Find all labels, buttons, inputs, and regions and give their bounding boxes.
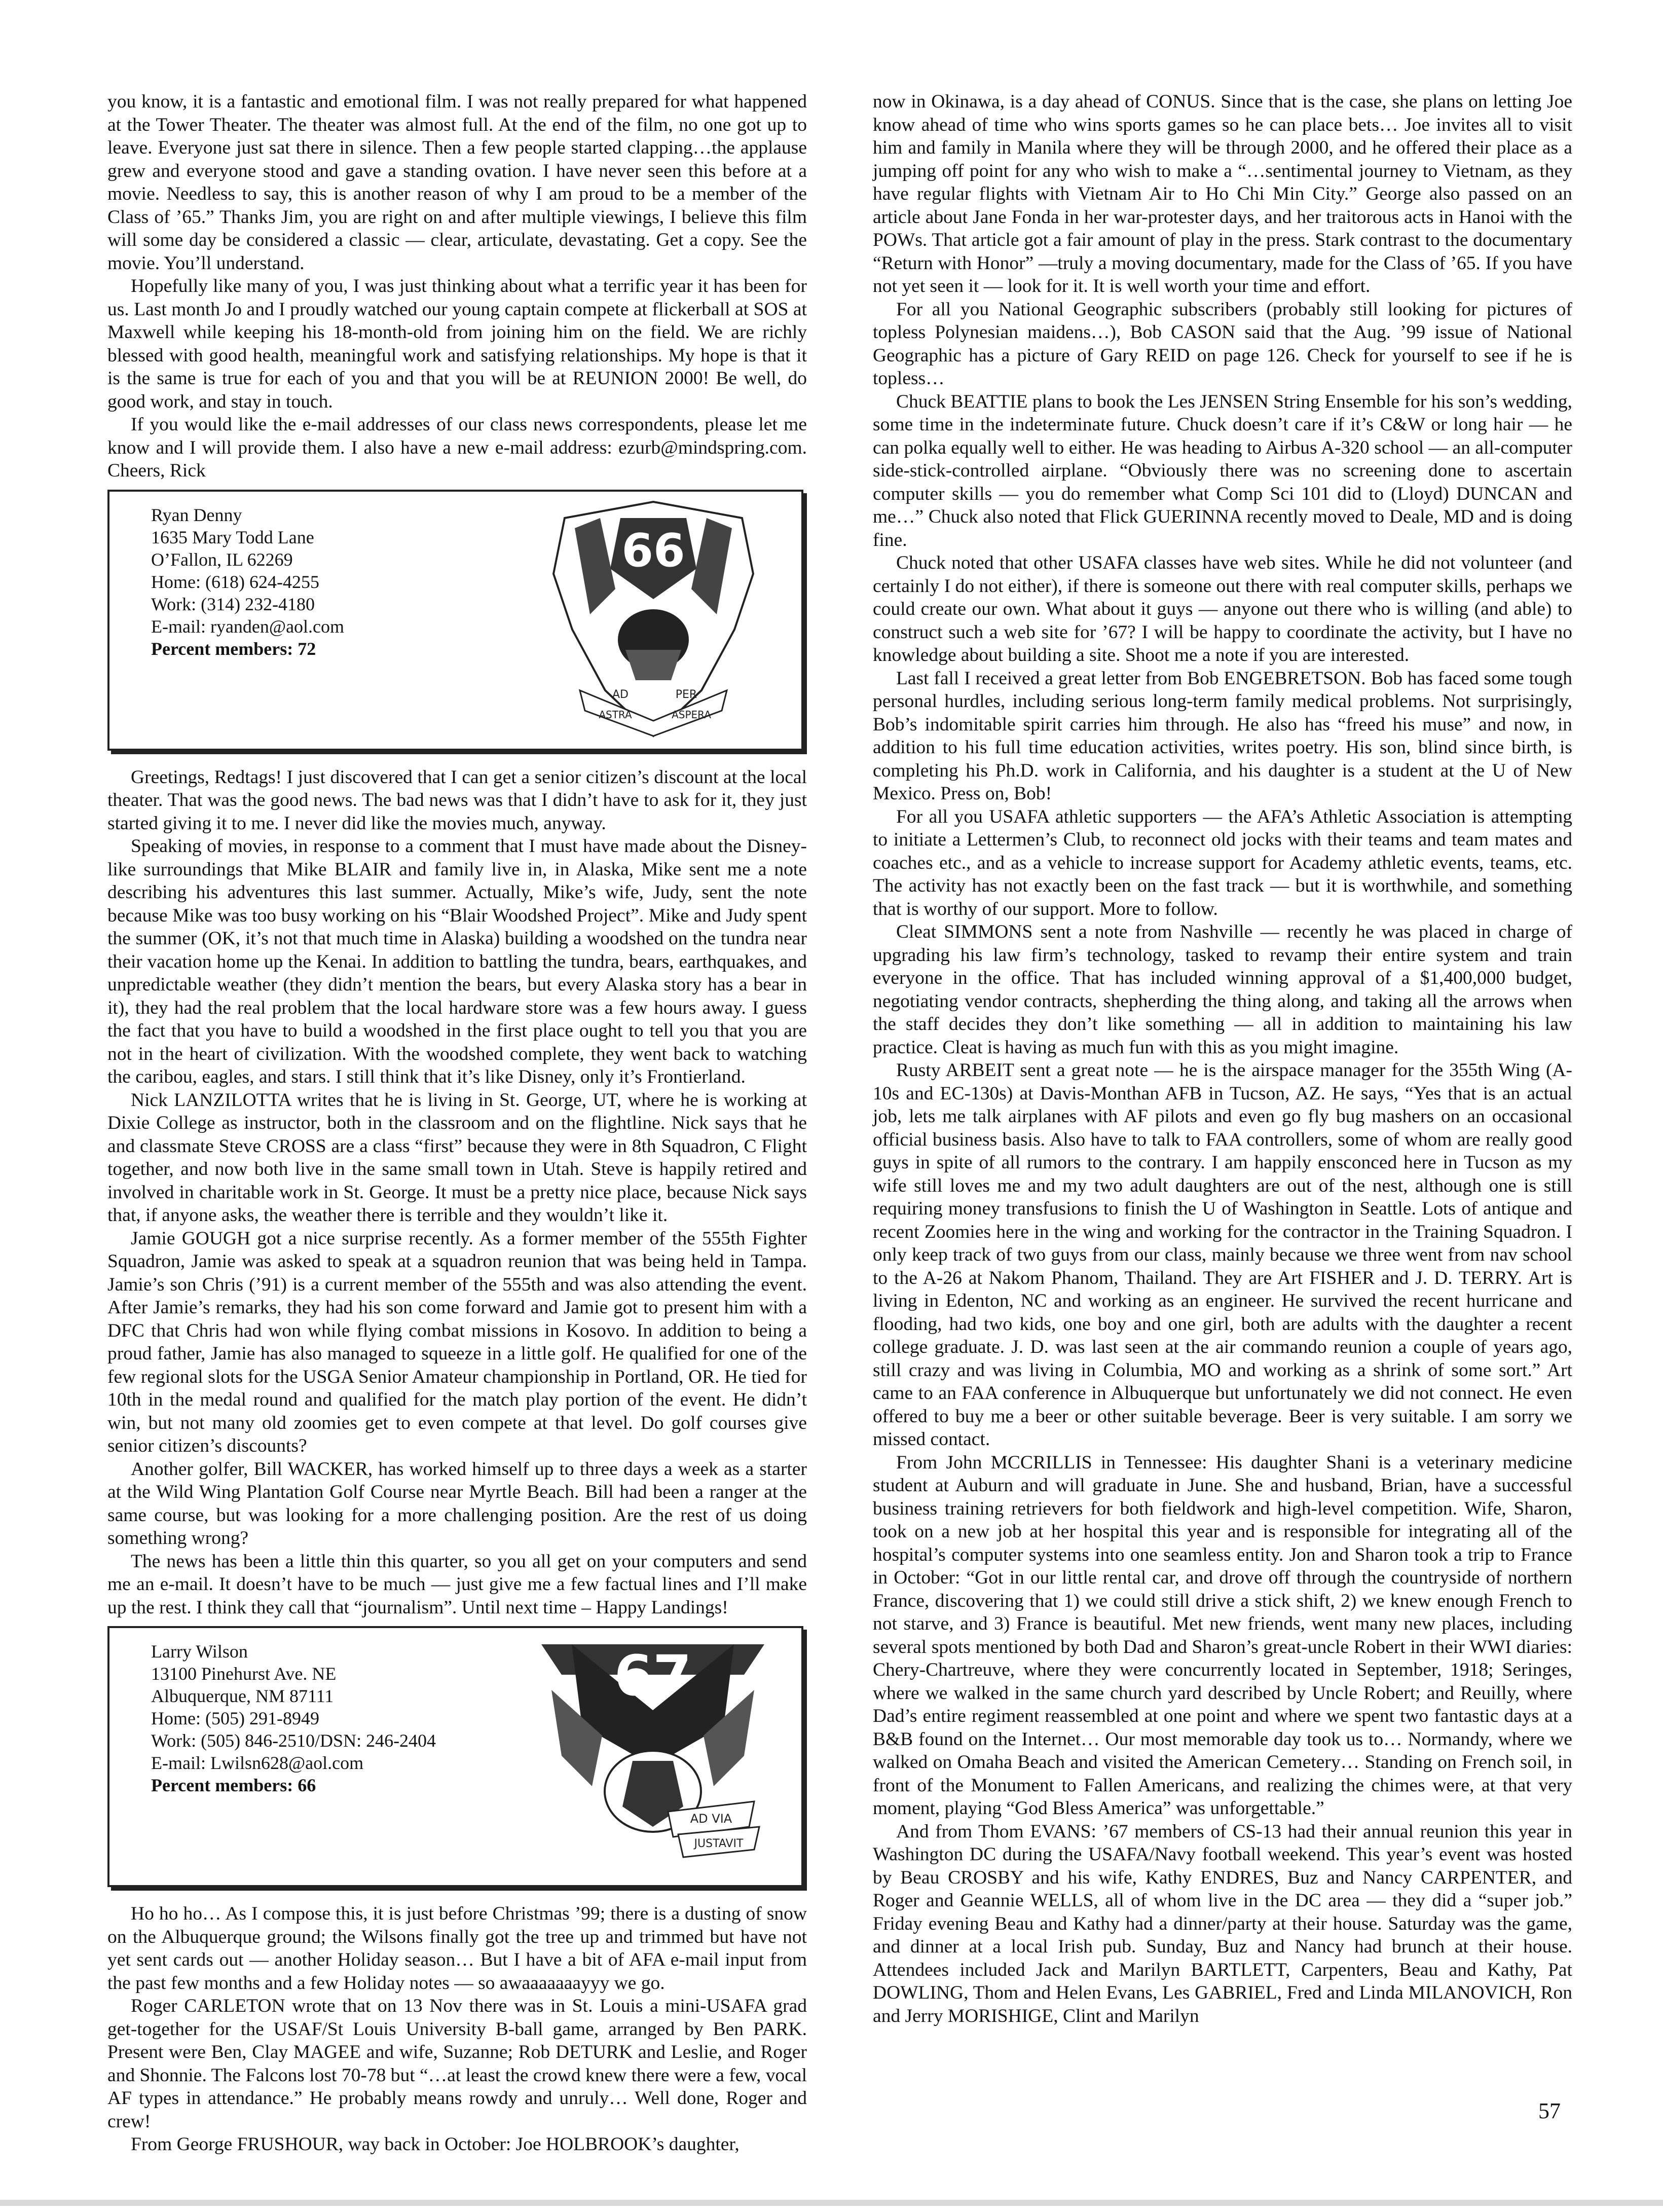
paragraph-jamie: Jamie GOUGH got a nice surprise recently. As a former member of the 555th Fighter Squadron, Jamie was asked to speak at a squadron reunion that was being held in Tampa. Jamie’s son Chris (’91) is a current member of the 555th and was also attending the event. After Jamie’s remarks, they had his son come forward and Jamie got to present him with a DFC that Chris had won while flying combat missions in Kosovo. In addition to being a proud father, Jamie has also managed to squeeze in a little golf. He qualified for one of the few regional slots for the USGA Senior Amateur championship in Portland, OR. He tied for 10th in the medal round and qualified for the match play portion of the event. He didn’t win, but not many old zoomies get to even compete at that level. Do golf courses give senior citizen’s discounts? bbox=[107, 1228, 807, 1456]
paragraph-carleton: Roger CARLETON wrote that on 13 Nov there was in St. Louis a mini-USAFA grad get-together for the USAF/St Louis University B-ball game, arranged by Ben PARK. Present were Ben, Clay MAGEE and wife, Suzanne; Rob DETURK and Leslie, and Roger and Shonnie. The Falcons lost 70-78 but “…at least the crowd knew there were a few, vocal AF types in attendance.” He probably means rowdy and unruly… Well done, Roger and crew! bbox=[107, 1996, 807, 2132]
paragraph-news: The news has been a little thin this quarter, so you all get on your computers and send me an e-mail. It doesn’t have to be much — just give me a few factual lines and I’ll make up the rest. I think they call that “journalism”. Until next time – Happy Landings! bbox=[107, 1551, 807, 1618]
paragraph-hope: Hopefully like many of you, I was just thinking about what a terrific year it has been for us. Last month Jo and I proudly watched our young captain compete at flickerball at SOS at Maxwell while keeping his 18-month-old from joining him on the field. We are richly blessed with good health, meaningful work and satisfying relationships. My hope is that it is the same is true for each of you and that you will be at REUNION 2000! Be well, do good work, and stay in touch. bbox=[107, 276, 807, 412]
crest-motto-per: PER bbox=[675, 688, 697, 701]
paragraph-athletic: For all you USAFA athletic supporters — the AFA’s Athletic Association is attempting to initiate a Lettermen’s Club, to reconnect old jocks with their teams and team mates and coaches etc., and as a vehicle to increase support for Academy athletic events, teams, etc. The activity has not exactly been on the fast track — but it is worthwhile, and something that is worthy of our support. More to follow. bbox=[873, 806, 1572, 919]
correspondent-name: Larry Wilson bbox=[151, 1641, 248, 1662]
correspondent-work-phone: Work: (505) 846-2510/DSN: 246-2404 bbox=[151, 1730, 436, 1751]
paragraph-okinawa: now in Okinawa, is a day ahead of CONUS. Since that is the case, she plans on letting Joe know ahead of time who wins sports games so he can place bets… Joe invites all to visit him and family in Manila where they will be through 2000, and he offered their place as a jumping off point for any who wish to make a “…sentimental journey to Vietnam, as they have regular flights with Vietnam Air to Ho Chi Min City.” George also passed on an article about Jane Fonda in her war-protester days, and her traitorous acts in Hanoi with the POWs. That article got a fair amount of play in the press. Stark contrast to the documentary “Return with Honor” —truly a moving documentary, made for the Class of ’65. If you have not yet seen it — look for it. It is well worth your time and effort. bbox=[873, 91, 1572, 297]
crest-motto-astra: ASTRA bbox=[599, 708, 632, 721]
correspondent-box-66 bbox=[107, 490, 803, 751]
paragraph-arbeit: Rusty ARBEIT sent a great note — he is the airspace manager for the 355th Wing (A-10s and EC-130s) at Davis-Monthan AFB in Tucson, AZ. He says, “Yes that is an actual job, lets me talk airplanes with AF pilots and even go fly bug mashers on an occasional official business basis. Also have to talk to FAA controllers, some of whom are really good guys in spite of all rumors to the contrary. I am happily ensconced here in Tucson as my wife still loves me and my two adult daughters are out of the nest, although one is still requiring money transfusions to finish the U of Washington in Seattle. Lots of antique and recent Zoomies here in the wing and working for the contractor in the Training Squadron. I only keep track of two guys from our class, mainly because we three went from nav school to the A-26 at Nakom Phanom, Thailand. They are Art FISHER and J. D. TERRY. Art is living in Edenton, NC and working as an engineer. He survived the recent hurricane and flooding, had two kids, one boy and one girl, both are adults with the daughter a recent college graduate. J. D. was last seen at the air commando reunion a couple of years ago, still crazy and was living in Columbia, MO and working as a shrink of some sort.” Art came to an FAA conference in Albuquerque but unfortunately we did not connect. He even offered to buy me a beer or other suitable beverage. Beer is very suitable. I am sorry we missed contact. bbox=[873, 1060, 1572, 1450]
crest-year: 67 bbox=[614, 1643, 692, 1708]
correspondent-box-67 bbox=[107, 1626, 803, 1887]
left-column bbox=[107, 90, 807, 2156]
correspondent-contact-66 bbox=[151, 504, 344, 660]
paragraph-frushour: From George FRUSHOUR, way back in October: Joe HOLBROOK’s daughter, bbox=[131, 2134, 740, 2155]
correspondent-home-phone: Home: (505) 291-8949 bbox=[151, 1708, 319, 1728]
crest-year: 66 bbox=[621, 524, 685, 577]
correspondent-address-line1: 1635 Mary Todd Lane bbox=[151, 527, 314, 547]
correspondent-work-phone: Work: (314) 232-4180 bbox=[151, 594, 315, 614]
correspondent-address-line2: O’Fallon, IL 62269 bbox=[151, 549, 293, 570]
crest-motto-aspera: ASPERA bbox=[672, 708, 711, 721]
percent-members: Percent members: 66 bbox=[151, 1775, 316, 1795]
percent-members: Percent members: 72 bbox=[151, 638, 316, 659]
paragraph-hoho: Ho ho ho… As I compose this, it is just before Christmas ’99; there is a dusting of snow on the Albuquerque ground; the Wilsons finally got the tree up and trimmed but have not yet sent cards out — another Holiday season… But I have a bit of AFA e-mail input from the past few months and a few Holiday notes — so awaaaaaaayyy we go. bbox=[107, 1903, 807, 1994]
paragraph-nick: Nick LANZILOTTA writes that he is living in St. George, UT, where he is working at Dixie College as instructor, both in the classroom and on the flightline. Nick says that he and classmate Steve CROSS are a class “first” because they were in 8th Squadron, C Flight together, and now both live in the same small town in Utah. Steve is happily retired and involved in charitable work in St. George. It must be a pretty nice place, because Nick says that, if anyone asks, the weather there is terrible and they wouldn’t like it. bbox=[107, 1089, 807, 1226]
class-66-crest-icon bbox=[544, 498, 762, 741]
paragraph-email: If you would like the e-mail addresses of our class news correspondents, please let me know and I will provide them. I also have a new e-mail address: ezurb@mindspring.com. Cheers, Rick bbox=[107, 414, 807, 481]
paragraph-evans: And from Thom EVANS: ’67 members of CS-13 had their annual reunion this year in Washington DC during the USAFA/Navy football weekend. This year’s event was hosted by Beau CROSBY and his wife, Kathy ENDRES, Buz and Nancy CARPENTER, and Roger and Geannie WELLS, all of whom live in the DC area — they did a “super job.” Friday evening Beau and Kathy had a dinner/party at their house. Saturday was the game, and dinner at a local Irish pub. Sunday, Buz and Nancy had brunch at their house. Attendees included Jack and Marilyn BARTLETT, Carpenters, Beau and Kathy, Pat DOWLING, Thom and Helen Evans, Les GABRIEL, Fred and Linda MILANOVICH, Ron and Jerry MORISHIGE, Clint and Marilyn bbox=[873, 1821, 1572, 2026]
paragraph-websites: Chuck noted that other USAFA classes have web sites. While he did not volunteer (and certainly I do not either), if there is someone out there with real computer skills, perhaps we could create our own. What about it guys — anyone out there who is willing (and able) to construct such a web site for ’67? I will be happy to coordinate the activity, but I have no knowledge about building a site. Shoot me a note if you are interested. bbox=[873, 552, 1572, 666]
crest-motto-advia: AD VIA bbox=[690, 1812, 732, 1826]
correspondent-name: Ryan Denny bbox=[151, 504, 242, 525]
paragraph-engebretson: Last fall I received a great letter from Bob ENGEBRETSON. Bob has faced some tough personal hurdles, including serious long-term family medical problems. Not surprisingly, Bob’s indomitable spirit carries him through. He also has “freed his muse” and now, in addition to his full time education activities, writes poetry. His son, blind since birth, is completing his Ph.D. work in California, and his daughter is a student at the U of New Mexico. Press on, Bob! bbox=[873, 668, 1572, 804]
bottom-rule bbox=[0, 2200, 1663, 2206]
paragraph-wacker: Another golfer, Bill WACKER, has worked himself up to three days a week as a starter at the Wild Wing Plantation Golf Course near Myrtle Beach. Bill had been a ranger at the same course, but was looking for a more challenging position. Are the rest of us doing something wrong? bbox=[107, 1458, 807, 1549]
paragraph-natgeo: For all you National Geographic subscribers (probably still looking for pictures of topless Polynesian maidens…), Bob CASON said that the Aug. ’99 issue of National Geographic has a picture of Gary REID on page 126. Check for yourself to see if he is topless… bbox=[873, 299, 1572, 389]
correspondent-address-line1: 13100 Pinehurst Ave. NE bbox=[151, 1664, 337, 1684]
paragraph-beattie: Chuck BEATTIE plans to book the Les JENSEN String Ensemble for his son’s wedding, some time in the indeterminate future. Chuck doesn’t care if it’s C&W or long hair — he can polka equally well to either. He was heading to Airbus A-320 school — an all-computer side-stick-controlled airplane. “Obviously there was no screening done to ascertain computer skills — you do remember what Comp Sci 101 did to (Lloyd) DUNCAN and me…” Chuck also noted that Flick GUERINNA recently moved to Deale, MD and is doing fine. bbox=[873, 391, 1572, 550]
paragraph-greetings: Greetings, Redtags! I just discovered that I can get a senior citizen’s discount at the local theater. That was the good news. The bad news was that I didn’t have to ask for it, they just started giving it to me. I never did like the movies much, anyway. bbox=[107, 766, 807, 834]
correspondent-email: E-mail: ryanden@aol.com bbox=[151, 616, 345, 637]
paragraph-blair: Speaking of movies, in response to a comment that I must have made about the Disney-like surroundings that Mike BLAIR and family live in, in Alaska, Mike sent me a note describing his adventures this last summer. Actually, Mike’s wife, Judy, sent the note because Mike was too busy working on his “Blair Woodshed Project”. Mike and Judy spent the summer (OK, it’s not that much time in Alaska) building a woodshed on the tundra near their vacation home up the Kenai. In addition to battling the tundra, bears, earthquakes, and unpredictable weather (they didn’t mention the bears, but every Alaska story has a bear in it), they had the real problem that the local hardware store was a few hours away. I guess the fact that you have to build a woodshed in the first place ought to tell you that you are not in the heart of civilization. With the woodshed complete, they went back to watching the caribou, eagles, and stars. I still think that it’s like Disney, only it’s Frontierland. bbox=[107, 836, 807, 1087]
crest-motto-ad: AD bbox=[612, 688, 629, 701]
crest-motto-justavit: JUSTAVIT bbox=[694, 1837, 744, 1850]
correspondent-home-phone: Home: (618) 624-4255 bbox=[151, 571, 319, 592]
correspondent-email: E-mail: Lwilsn628@aol.com bbox=[151, 1753, 364, 1773]
right-column bbox=[873, 90, 1572, 2027]
page-number: 57 bbox=[1538, 2098, 1561, 2123]
correspondent-address-line2: Albuquerque, NM 87111 bbox=[151, 1686, 334, 1706]
correspondent-contact-67 bbox=[151, 1640, 436, 1796]
paragraph-simmons: Cleat SIMMONS sent a note from Nashville — recently he was placed in charge of upgrading his law firm’s technology, tasked to revamp their entire system and train everyone in the office. That has included winning approval of a $1,400,000 budget, negotiating vendor contracts, shepherding the thing along, and taking all the arrows when the staff decides they don’t like something — all in addition to maintaining his law practice. Cleat is having as much fun with this as you might imagine. bbox=[873, 921, 1572, 1058]
paragraph-mccrillis: From John MCCRILLIS in Tennessee: His daughter Shani is a veterinary medicine student at Auburn and will graduate in June. She and husband, Brian, have a successful business training retrievers for both fieldwork and high-level competition. Wife, Sharon, took on a new job at her hospital this year and is responsible for integrating all of the hospital’s computer systems into one seamless entity. Jon and Sharon took a trip to France in October: “Got in our little rental car, and drove off through the countryside of northern France, discovering that 1) we could still drive a stick shift, 2) we knew enough French to not starve, and 3) France is beautiful. Met new friends, went many new places, including several spots mentioned by both Dad and Sharon’s great-uncle Robert in their WWI diaries: Chery-Chartreuve, where they were concurrently located in September, 1918; Seringes, where we walked in the same church yard described by Uncle Robert; and Reuilly, where Dad’s entire regiment reassembled at one point and where we spent two fantastic days at a B&B found on the Internet… Our most memorable day took us to… Normandy, where we walked on Omaha Beach and visited the American Cemetery… Standing on French soil, in front of the Monument to Fallen Americans, and realizing the chimes were, at that very moment, playing “God Bless America” was unforgettable.” bbox=[873, 1452, 1572, 1819]
class-67-crest-icon bbox=[531, 1634, 774, 1867]
paragraph-intro: you know, it is a fantastic and emotional film. I was not really prepared for what happened at the Tower Theater. The theater was almost full. At the end of the film, no one got up to leave. Everyone just sat there in silence. Then a few people started clapping…the applause grew and everyone stood and gave a standing ovation. I have never seen this before at a movie. Needless to say, this is another reason of why I am proud to be a member of the Class of ’65.” Thanks Jim, you are right on and after multiple viewings, I believe this film will some day be considered a classic — clear, articulate, devastating. Get a copy. See the movie. You’ll understand. bbox=[107, 91, 807, 274]
